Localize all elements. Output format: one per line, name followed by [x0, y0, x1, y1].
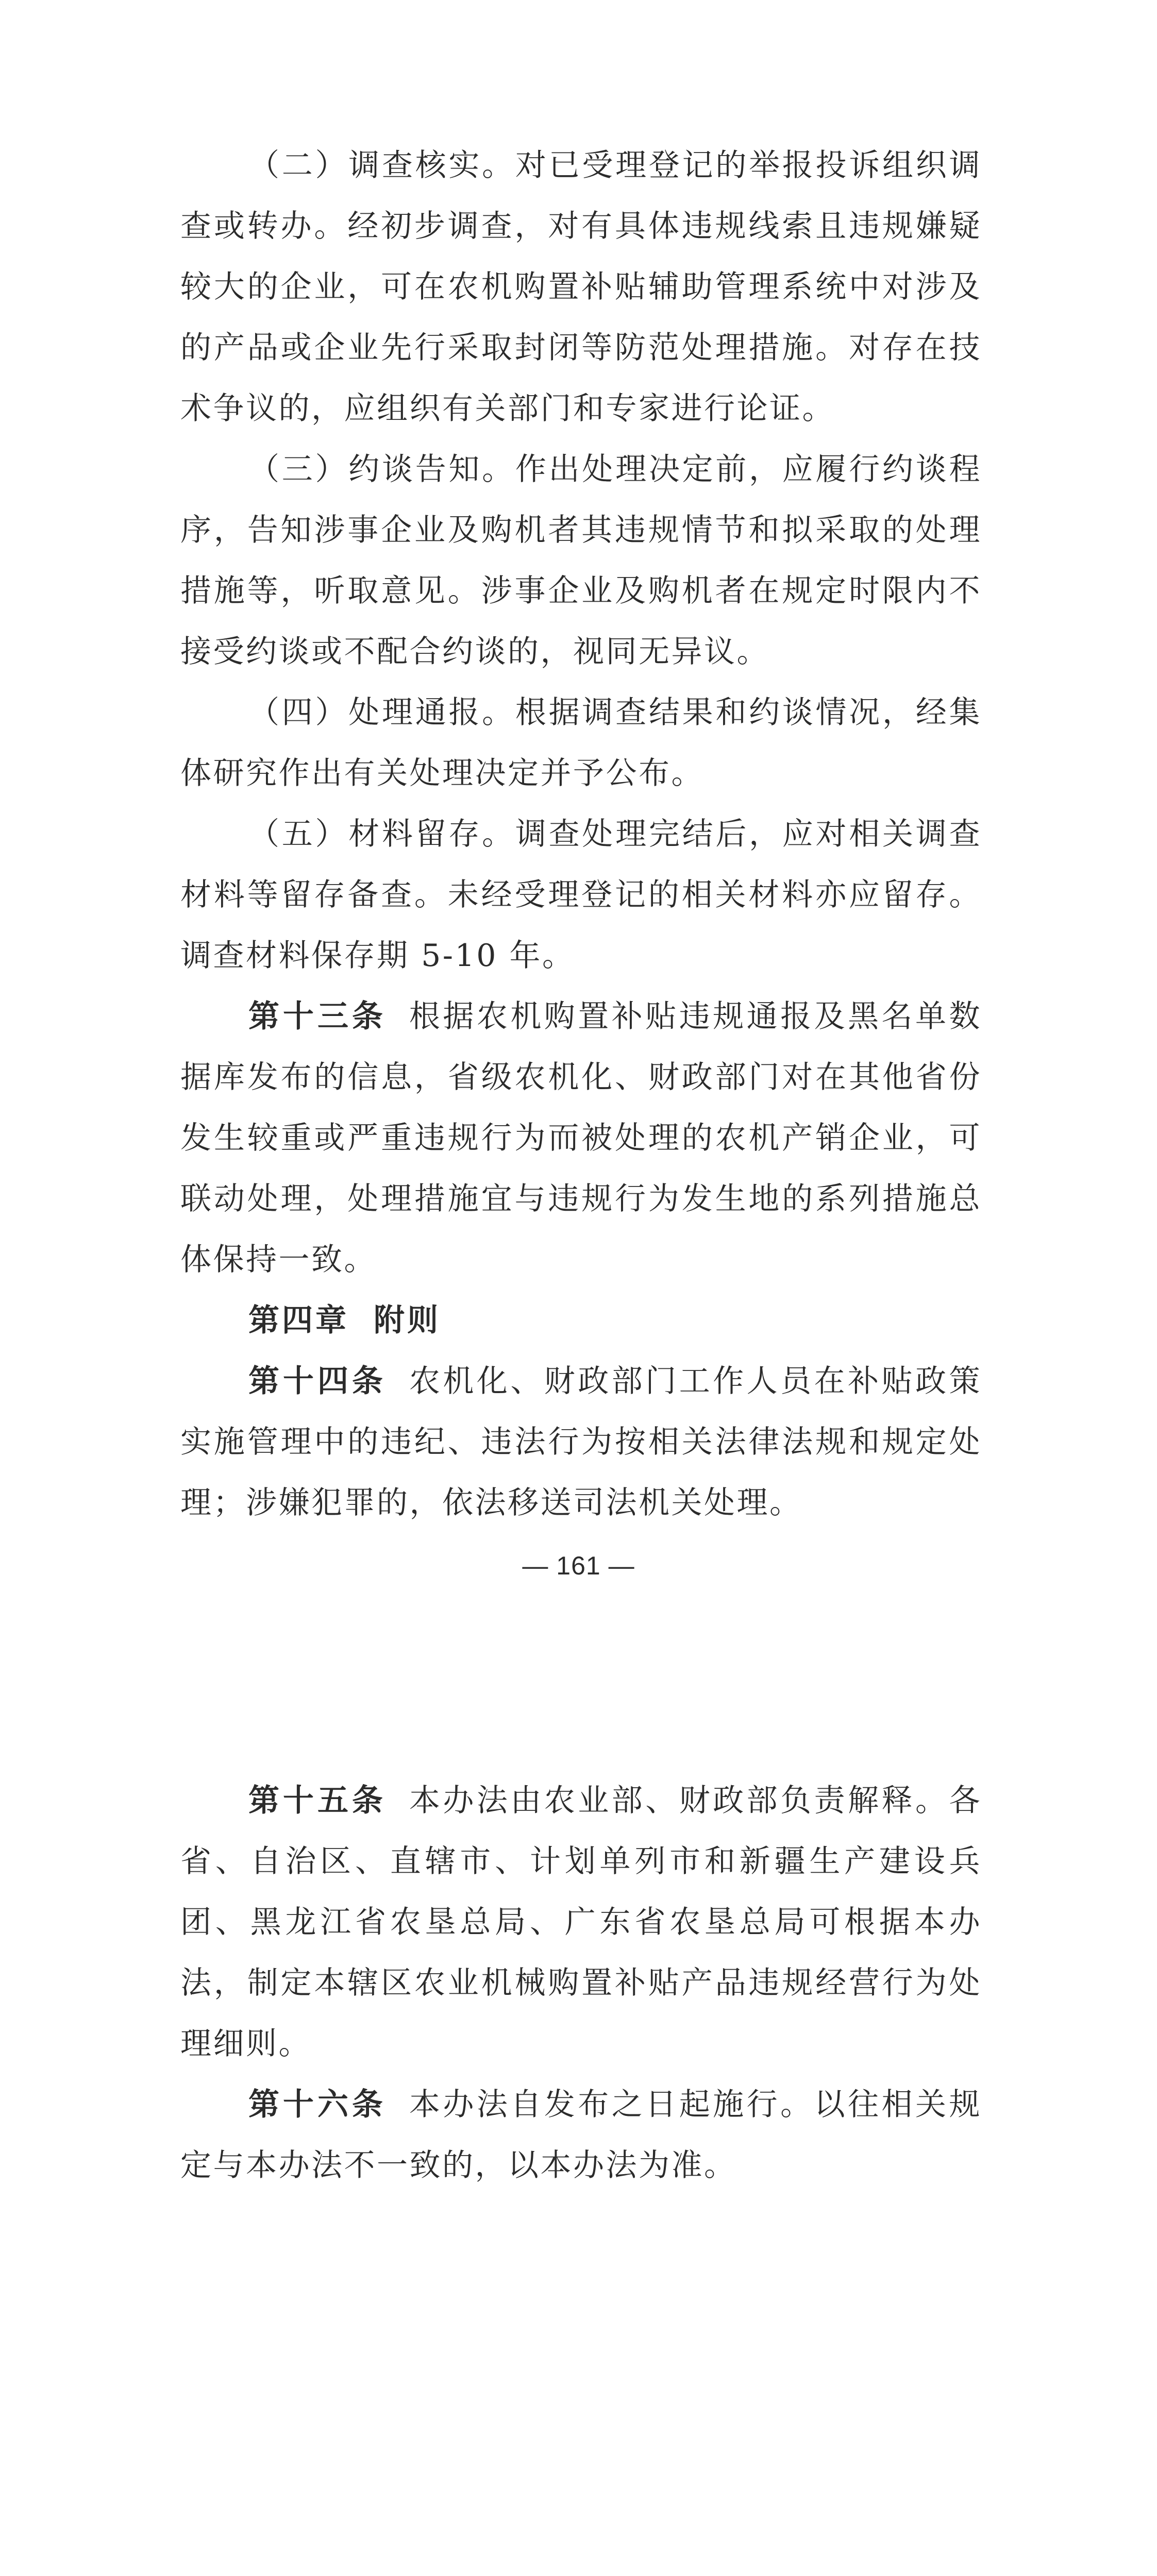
article-number: 第十六条 [248, 2087, 387, 2123]
page-body [180, 1770, 982, 2196]
chapter-name: 附则 [374, 1302, 441, 1338]
page-body [180, 135, 982, 1533]
article-number: 第十五条 [248, 1783, 387, 1819]
article-13 [180, 986, 982, 1290]
article-number: 第十四条 [248, 1363, 387, 1399]
chapter-number: 第四章 [248, 1302, 349, 1338]
article-text: 本办法自发布之日起施行。以往相关规定与本办法不一致的，以本办法为准。 [180, 2087, 982, 2183]
article-text: 本办法由农业部、财政部负责解释。各省、自治区、直辖市、计划单列市和新疆生产建设兵团、黑龙江省农垦总局、广东省农垦总局可根据本办法，制定本辖区农业机械购置补贴产品违规经营行为处理细则。 [180, 1783, 982, 2062]
article-number: 第十三条 [248, 998, 387, 1035]
paragraph-material-retention [180, 804, 982, 986]
paragraph-text: （五）材料留存。调查处理完结后，应对相关调查材料等留存备查。未经受理登记的相关材料亦应留存。调查材料保存期 5-10 年。 [180, 816, 982, 974]
article-14 [180, 1351, 982, 1533]
article-text: 农机化、财政部门工作人员在补贴政策实施管理中的违纪、违法行为按相关法律法规和规定处理；涉嫌犯罪的，依法移送司法机关处理。 [180, 1363, 982, 1521]
paragraph-text: （四）处理通报。根据调查结果和约谈情况，经集体研究作出有关处理决定并予公布。 [180, 694, 982, 791]
paragraph-handling-notice [180, 682, 982, 804]
article-15 [180, 1770, 982, 2074]
paragraph-investigation [180, 135, 982, 439]
article-text: 根据农机购置补贴违规通报及黑名单数据库发布的信息，省级农机化、财政部门对在其他省份发生较重或严重违规行为而被处理的农机产销企业，可联动处理，处理措施宜与违规行为发生地的系列措施总体保持一致。 [180, 998, 982, 1278]
chapter-heading [180, 1290, 982, 1351]
paragraph-interview-notice [180, 439, 982, 682]
paragraph-text: （三）约谈告知。作出处理决定前，应履行约谈程序，告知涉事企业及购机者其违规情节和拟采取的处理措施等，听取意见。涉事企业及购机者在规定时限内不接受约谈或不配合约谈的，视同无异议。 [180, 451, 982, 670]
paragraph-text: （二）调查核实。对已受理登记的举报投诉组织调查或转办。经初步调查，对有具体违规线索且违规嫌疑较大的企业，可在农机购置补贴辅助管理系统中对涉及的产品或企业先行采取封闭等防范处理措施。对存在技术争议的，应组织有关部门和专家进行论证。 [180, 147, 982, 427]
page-number: — 161 — [522, 1551, 635, 1580]
article-16 [180, 2074, 982, 2196]
document-page-162 [0, 1635, 1157, 2576]
